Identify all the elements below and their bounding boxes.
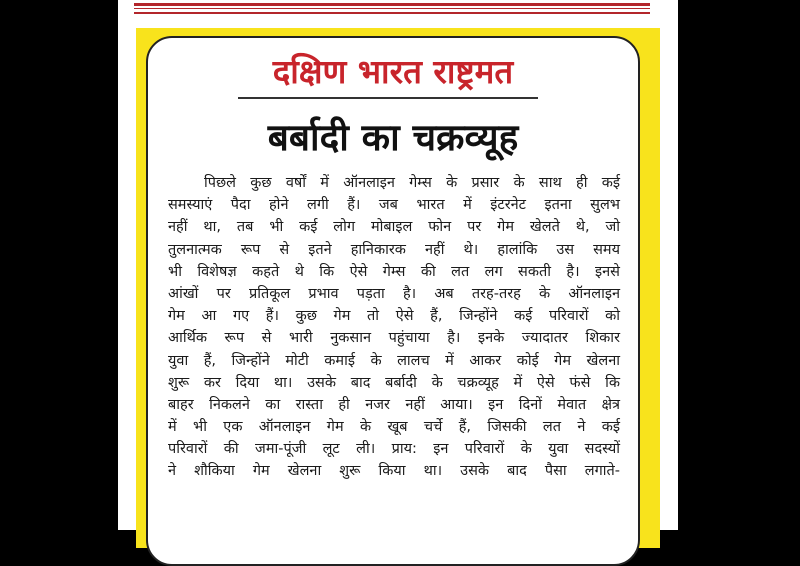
- article-line: आर्थिक रूप से भारी नुकसान पहुंचाया है। इनके ज्यादातर शिकार: [168, 330, 620, 347]
- article-line: बाहर निकलने का रास्ता ही नजर नहीं आया। इन दिनों मेवात क्षेत्र: [168, 396, 620, 413]
- article-body: [168, 172, 620, 483]
- article-line: आंखों पर प्रतिकूल प्रभाव पड़ता है। अब तरह-तरह के ऑनलाइन: [168, 285, 620, 302]
- top-rule: [134, 3, 650, 6]
- article-line: परिवारों की जमा-पूंजी लूट ली। प्राय: इन परिवारों के युवा सदस्यों: [168, 441, 620, 458]
- article-line: युवा हैं, जिन्होंने मोटी कमाई के लालच में आकर कोई गेम खेलना: [168, 352, 620, 369]
- masthead: दक्षिण भारत राष्ट्रमत: [272, 52, 514, 91]
- top-rule-thin: [134, 8, 650, 9]
- masthead-divider: [238, 97, 538, 99]
- newspaper-page: [118, 0, 678, 530]
- article-line: शुरू कर दिया था। उसके बाद बर्बादी के चक्रव्यूह में ऐसे फंसे कि: [168, 374, 620, 391]
- article-line: भी विशेषज्ञ कहते थे कि ऐसे गेम्स की लत लग सकती है। इनसे: [168, 263, 620, 280]
- article-line: ने शौकिया गेम खेलना शुरू किया था। उसके बाद पैसा लगाते-: [168, 463, 620, 480]
- headline: बर्बादी का चक्रव्यूह: [267, 116, 519, 159]
- article-line: गेम आ गए हैं। कुछ गेम तो ऐसे हैं, जिन्होंने कई परिवारों को: [168, 308, 620, 325]
- editorial-frame: [136, 28, 660, 548]
- editorial-box: [146, 36, 640, 566]
- article-line: पिछले कुछ वर्षों में ऑनलाइन गेम्स के प्रसार के साथ ही कई: [204, 175, 620, 191]
- article-line: नहीं था, तब भी कई लोग मोबाइल फोन पर गेम खेलते थे, जो: [168, 219, 620, 236]
- top-rule-lower: [134, 12, 650, 14]
- article-line: में भी एक ऑनलाइन गेम के खूब चर्चे हैं, जिसकी लत ने कई: [168, 419, 620, 436]
- article-line: समस्याएं पैदा होने लगी हैं। जब भारत में इंटरनेट इतना सुलभ: [168, 197, 620, 214]
- article-line: तुलनात्मक रूप से इतने हानिकारक नहीं थे। हालांकि उस समय: [168, 241, 620, 258]
